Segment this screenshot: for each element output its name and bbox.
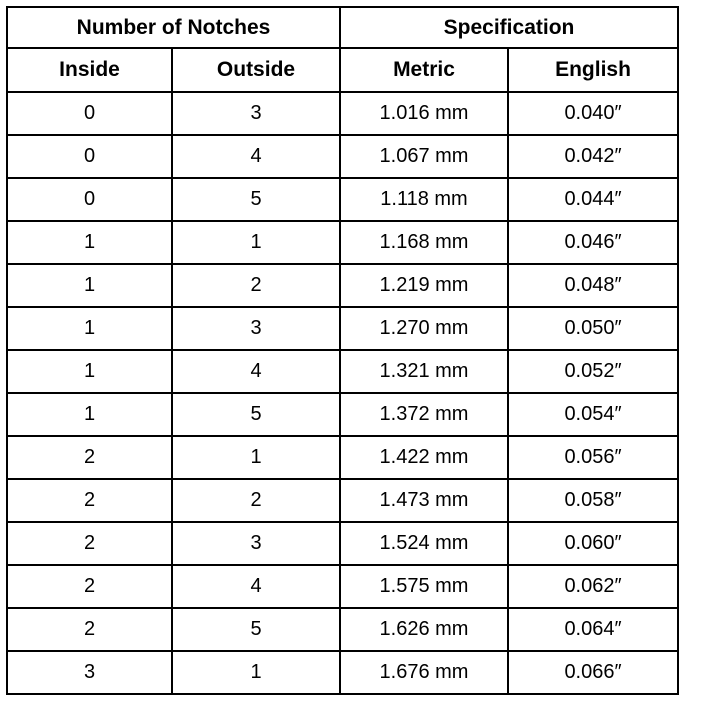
cell-metric: 1.016 mm	[340, 92, 508, 135]
cell-inside: 2	[7, 436, 172, 479]
cell-metric: 1.118 mm	[340, 178, 508, 221]
table-row	[7, 522, 678, 565]
table-row	[7, 651, 678, 694]
cell-english: 0.060″	[508, 522, 678, 565]
cell-english: 0.056″	[508, 436, 678, 479]
cell-outside: 3	[172, 92, 340, 135]
cell-outside: 1	[172, 651, 340, 694]
cell-inside: 1	[7, 264, 172, 307]
cell-english: 0.042″	[508, 135, 678, 178]
cell-inside: 1	[7, 307, 172, 350]
cell-english: 0.066″	[508, 651, 678, 694]
cell-metric: 1.524 mm	[340, 522, 508, 565]
cell-metric: 1.321 mm	[340, 350, 508, 393]
table-row	[7, 178, 678, 221]
cell-inside: 2	[7, 479, 172, 522]
cell-english: 0.054″	[508, 393, 678, 436]
cell-metric: 1.372 mm	[340, 393, 508, 436]
cell-outside: 2	[172, 479, 340, 522]
table-row	[7, 565, 678, 608]
table-row	[7, 436, 678, 479]
table-row	[7, 221, 678, 264]
column-header-row	[7, 48, 678, 92]
cell-inside: 1	[7, 393, 172, 436]
table-row	[7, 393, 678, 436]
header-metric: Metric	[340, 48, 508, 92]
cell-metric: 1.219 mm	[340, 264, 508, 307]
cell-metric: 1.575 mm	[340, 565, 508, 608]
cell-outside: 5	[172, 393, 340, 436]
table-row	[7, 479, 678, 522]
cell-inside: 2	[7, 565, 172, 608]
cell-outside: 4	[172, 565, 340, 608]
header-number-of-notches: Number of Notches	[7, 7, 340, 48]
cell-inside: 2	[7, 522, 172, 565]
table-row	[7, 92, 678, 135]
header-inside: Inside	[7, 48, 172, 92]
cell-english: 0.046″	[508, 221, 678, 264]
cell-metric: 1.422 mm	[340, 436, 508, 479]
cell-outside: 1	[172, 221, 340, 264]
cell-english: 0.062″	[508, 565, 678, 608]
table-row	[7, 307, 678, 350]
cell-outside: 2	[172, 264, 340, 307]
cell-english: 0.048″	[508, 264, 678, 307]
cell-outside: 1	[172, 436, 340, 479]
table-row	[7, 608, 678, 651]
cell-metric: 1.168 mm	[340, 221, 508, 264]
cell-inside: 1	[7, 350, 172, 393]
group-header-row	[7, 7, 678, 48]
cell-metric: 1.270 mm	[340, 307, 508, 350]
table-row	[7, 135, 678, 178]
table-row	[7, 264, 678, 307]
header-outside: Outside	[172, 48, 340, 92]
cell-inside: 2	[7, 608, 172, 651]
cell-outside: 3	[172, 307, 340, 350]
header-english: English	[508, 48, 678, 92]
cell-outside: 5	[172, 608, 340, 651]
cell-english: 0.064″	[508, 608, 678, 651]
cell-english: 0.044″	[508, 178, 678, 221]
cell-outside: 3	[172, 522, 340, 565]
cell-inside: 3	[7, 651, 172, 694]
cell-metric: 1.626 mm	[340, 608, 508, 651]
cell-metric: 1.676 mm	[340, 651, 508, 694]
table-body	[7, 92, 678, 694]
cell-inside: 0	[7, 92, 172, 135]
cell-english: 0.052″	[508, 350, 678, 393]
cell-english: 0.050″	[508, 307, 678, 350]
cell-english: 0.058″	[508, 479, 678, 522]
cell-inside: 1	[7, 221, 172, 264]
cell-outside: 5	[172, 178, 340, 221]
cell-outside: 4	[172, 350, 340, 393]
cell-english: 0.040″	[508, 92, 678, 135]
cell-metric: 1.067 mm	[340, 135, 508, 178]
cell-outside: 4	[172, 135, 340, 178]
cell-metric: 1.473 mm	[340, 479, 508, 522]
cell-inside: 0	[7, 178, 172, 221]
header-specification: Specification	[340, 7, 678, 48]
cell-inside: 0	[7, 135, 172, 178]
notch-specification-table	[6, 6, 679, 695]
table-row	[7, 350, 678, 393]
